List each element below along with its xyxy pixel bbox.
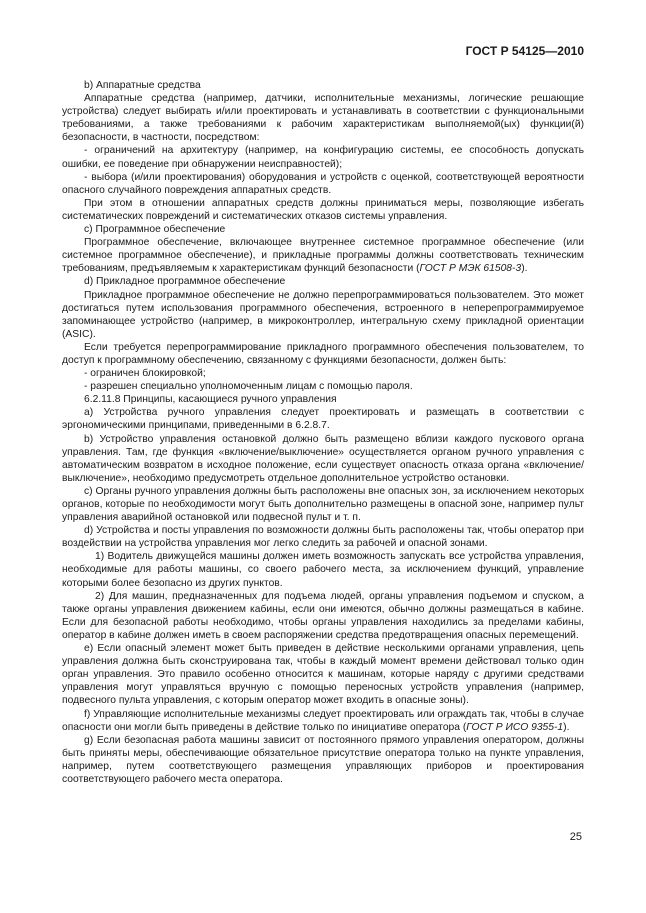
paragraph: - ограничен блокировкой;: [84, 368, 206, 380]
document-header: ГОСТ Р 54125—2010: [465, 44, 584, 58]
paragraph-text: Программное обеспечение, включающее внутреннее системное программное обеспечение (или системное программное обеспечение), и прикладные программы должны соответствовать техническим требованиям, предъявляемым к характеристикам функций безопасности (: [62, 237, 584, 275]
paragraph: b) Аппаратные средства: [84, 80, 201, 91]
standard-reference: ГОСТ Р ИСО 9355-1: [466, 721, 564, 733]
paragraph: - ограничений на архитектуру (например, на конфигурацию системы, ее способность допускать ошибки, ее поведение при обнаружении неисправностей);: [62, 145, 584, 170]
document-body: [62, 79, 584, 786]
paragraph: g) Если безопасная работа машины зависит от постоянного прямого управления оператором, должны быть приняты меры, обеспечивающие обязательное присутствие оператора только на пункте управления, например, путем соответствующего размещения управляющих приборов и проектирования соответствующего рабочего места оператора.: [62, 734, 584, 785]
paragraph: Прикладное программное обеспечение не должно перепрограммироваться пользователем. Это может достигаться путем использования программного обеспечения, встроенного в неперепрограммируемое запоминающее устройство (например, в микроконтроллер, интегральную схему прикладной ориентации (ASIC).: [62, 289, 584, 340]
paragraph-text: f) Управляющие исполнительные механизмы следует проектировать или ограждать так, чтобы в случае опасности они могли быть приведены в действие только по инициативе оператора (: [62, 708, 584, 733]
paragraph: 1) Водитель движущейся машины должен иметь возможность запускать все устройства управления, необходимые для работы машины, со своего рабочего места, за исключением функций, управление которыми более безопасно из других пунктов.: [62, 551, 584, 589]
paragraph: a) Устройства ручного управления следует проектировать и размещать в соответствии с эргономическими принципами, приведенными в 6.2.8.7.: [62, 407, 584, 432]
reference-close: ).: [563, 721, 570, 733]
paragraph: c) Программное обеспечение: [84, 224, 226, 236]
paragraph: При этом в отношении аппаратных средств должны приниматься меры, позволяющие избегать систематических повреждений и систематических отказов системы управления.: [62, 197, 584, 222]
paragraph: e) Если опасный элемент может быть приведен в действие несколькими органами управления, цепь управления должна быть сконструирована так, чтобы в каждый момент времени действовал только один орган управления. Это правило особенно относится к машинам, которые наряду с другими средствами управления могут управляться вручную с помощью переносных устройств управления (например, подвесного пульта управления, с которым оператор может входить в опасные зоны).: [62, 643, 584, 707]
paragraph: [62, 236, 584, 275]
paragraph: 2) Для машин, предназначенных для подъема людей, органы управления подъемом и спуском, а также органы управления движением кабины, если они имеются, обычно должны размещаться в кабине. Если для безопасной работы необходимо, чтобы органы управления находились за пределами кабины, оператор в кабине должен иметь в своем распоряжении средства предотвращения опасных перемещений.: [62, 590, 584, 641]
paragraph: c) Органы ручного управления должны быть расположены вне опасных зон, за исключением некоторых органов, которые по необходимости могут быть дополнительно размещены в опасной зоне, например пульт управления аварийной остановкой или подвесной пульт и т. п.: [62, 485, 584, 524]
paragraph: - разрешен специально уполномоченным лицам с помощью пароля.: [84, 381, 413, 393]
paragraph: d) Прикладное программное обеспечение: [84, 276, 286, 288]
paragraph: b) Устройство управления остановкой должно быть размещено вблизи каждого пускового органа управления. Там, где функция «включение/выключение» осуществляется органом ручного управления с автоматическим возвратом в исходное положение, если существует опасность отказа органа «включение/выключение», необходимо предусмотреть отдельное дополнительное устройство остановки.: [62, 433, 584, 484]
paragraph: d) Устройства и посты управления по возможности должны быть расположены так, чтобы оператор при воздействии на устройства управления мог легко следить за рабочей и опасной зонами.: [62, 525, 584, 550]
paragraph: Аппаратные средства (например, датчики, исполнительные механизмы, логические решающие устройства) следует выбирать и/или проектировать и устанавливать в соответствии с функциональными требованиями, а также требованиями к рабочим характеристикам выполняемой(ых) функции(й) безопасности, в частности, посредством:: [62, 93, 584, 144]
reference-close: ).: [521, 263, 528, 275]
paragraph: Если требуется перепрограммирование прикладного программного обеспечения пользователем, то доступ к программному обеспечению, связанному с функциями безопасности, должен быть:: [62, 341, 584, 366]
standard-reference: ГОСТ Р МЭК 61508-3: [419, 263, 522, 275]
paragraph: - выбора (и/или проектирования) оборудования и устройств с оценкой, соответствующей вероятности опасного случайного повреждения аппаратных средств.: [62, 171, 584, 196]
section-heading: 6.2.11.8 Принципы, касающиеся ручного управления: [84, 394, 337, 406]
page-number: 25: [569, 831, 582, 843]
paragraph: [62, 708, 584, 734]
